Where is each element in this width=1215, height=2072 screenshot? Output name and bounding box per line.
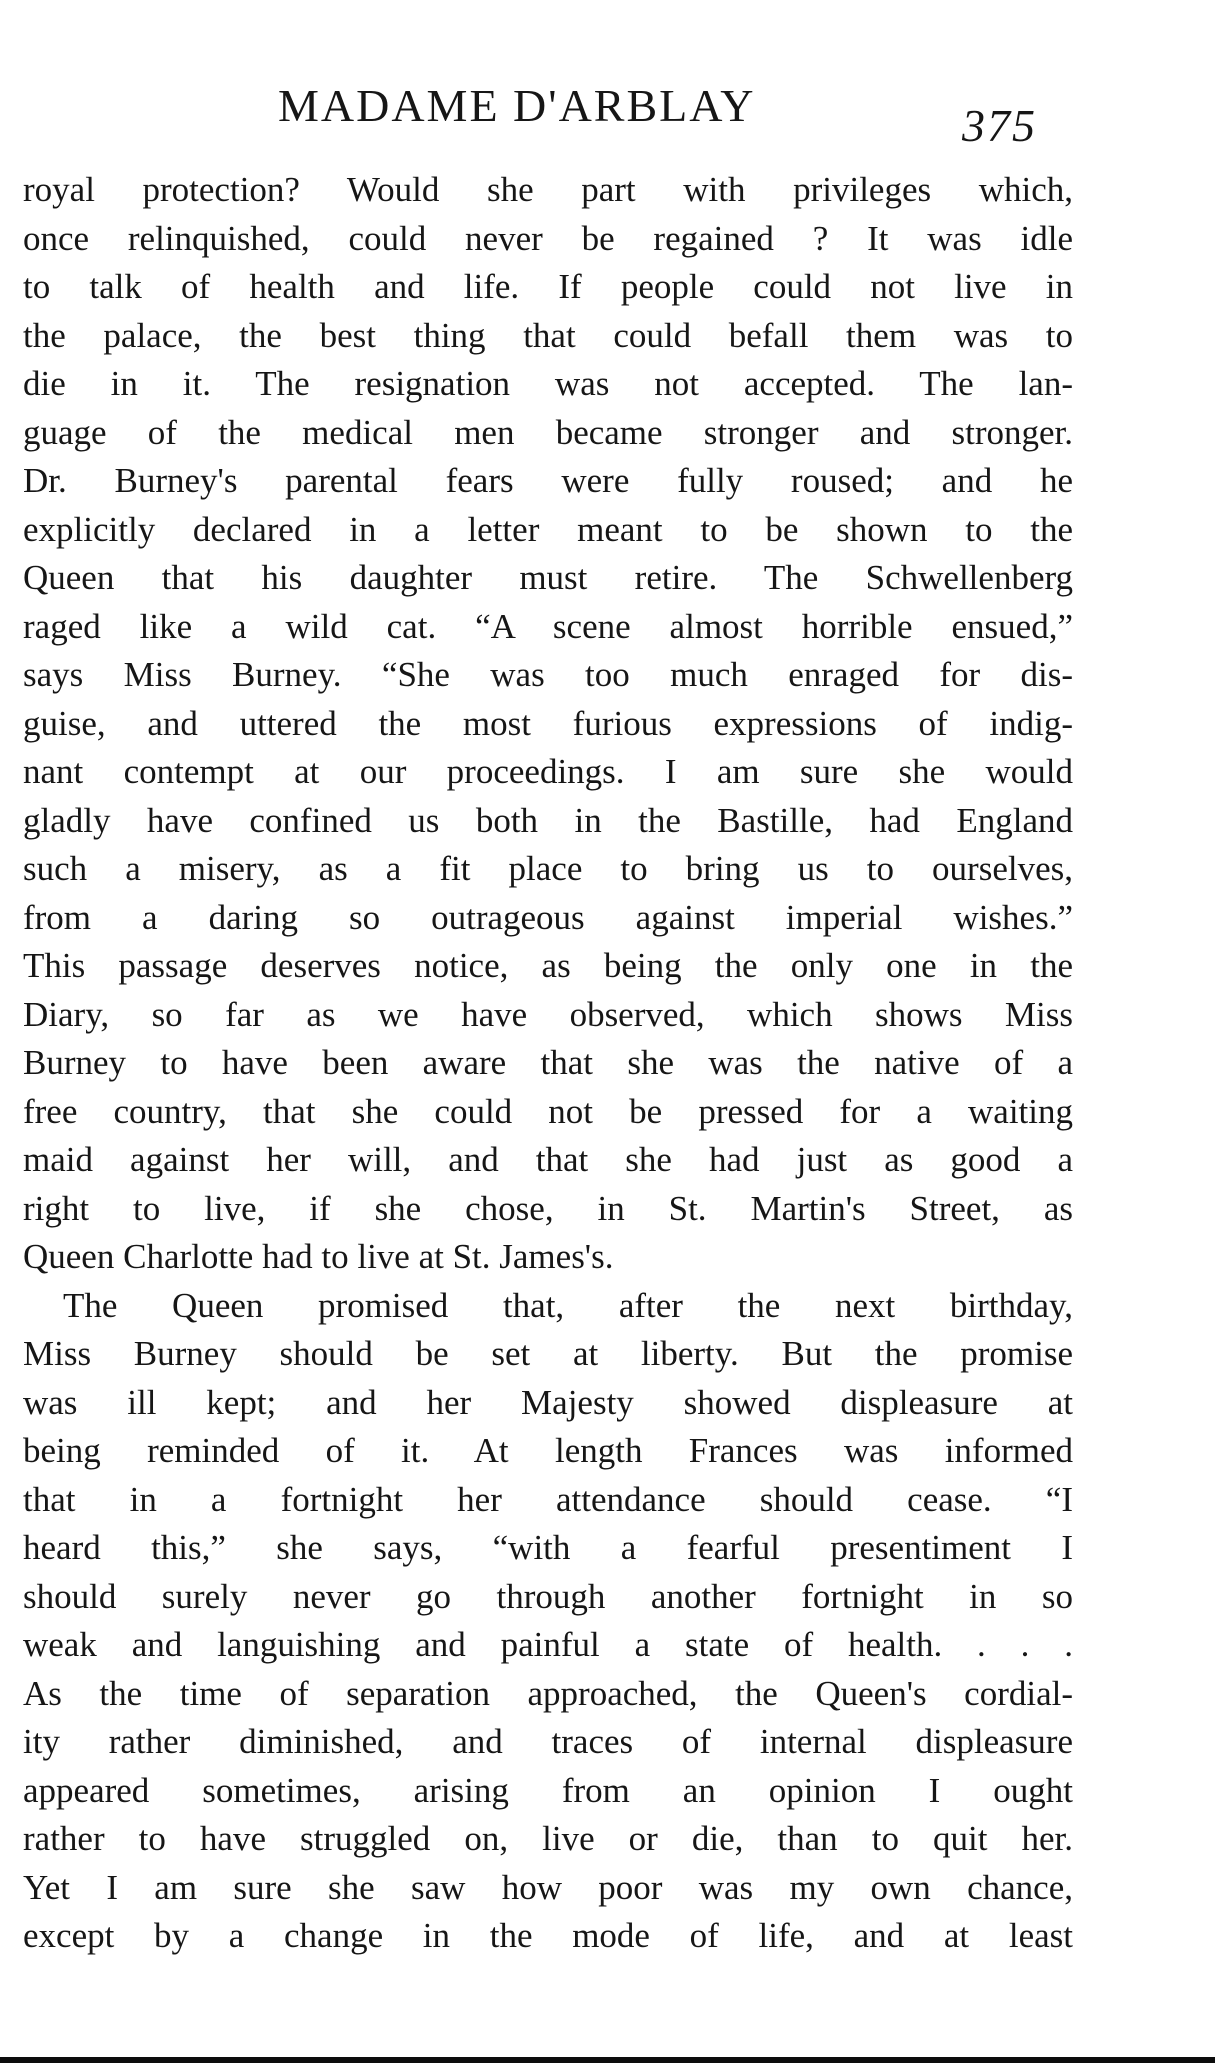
- text-line: Queen that his daughter must retire. The Schwellenberg: [23, 558, 1073, 597]
- text-line: heard this,” she says, “with a fearful presentiment I: [23, 1528, 1073, 1567]
- text-line: gladly have confined us both in the Bastille, had England: [23, 800, 1073, 840]
- text-line: As the time of separation approached, the Queen's cordial-: [23, 1673, 1073, 1713]
- text-line: Miss Burney should be set at liberty. But the promise: [23, 1334, 1073, 1373]
- text-line: The Queen promised that, after the next birthday,: [63, 1285, 1073, 1325]
- text-line: that in a fortnight her attendance should cease. “I: [23, 1479, 1073, 1519]
- text-line: Burney to have been aware that she was the native of a: [23, 1043, 1073, 1082]
- text-line: Queen Charlotte had to live at St. James's.: [23, 1237, 614, 1276]
- paragraph-2: [23, 1282, 1073, 1961]
- text-line: should surely never go through another fortnight in so: [23, 1576, 1073, 1616]
- text-line: maid against her will, and that she had just as good a: [23, 1140, 1073, 1179]
- text-line: royal protection? Would she part with privileges which,: [23, 170, 1073, 209]
- bottom-rule: [0, 2057, 1215, 2063]
- running-title: MADAME D'ARBLAY: [278, 80, 756, 131]
- text-line: appeared sometimes, arising from an opinion I ought: [23, 1770, 1073, 1810]
- text-line: except by a change in the mode of life, and at least: [23, 1916, 1073, 1955]
- text-line: Yet I am sure she saw how poor was my own chance,: [23, 1867, 1073, 1907]
- body-text: [23, 166, 1073, 1961]
- text-line: weak and languishing and painful a state of health. . . .: [23, 1625, 1073, 1664]
- text-line: from a daring so outrageous against imperial wishes.”: [23, 897, 1073, 937]
- text-line: right to live, if she chose, in St. Martin's Street, as: [23, 1188, 1073, 1228]
- paragraph-1: [23, 166, 1073, 1282]
- text-line: ity rather diminished, and traces of internal displeasure: [23, 1722, 1073, 1761]
- text-line: explicitly declared in a letter meant to be shown to the: [23, 509, 1073, 549]
- running-head: [0, 78, 1215, 151]
- text-line: was ill kept; and her Majesty showed displeasure at: [23, 1382, 1073, 1422]
- text-line: rather to have struggled on, live or die, than to quit her.: [23, 1819, 1073, 1858]
- text-line: guage of the medical men became stronger and stronger.: [23, 412, 1073, 452]
- text-line: nant contempt at our proceedings. I am sure she would: [23, 752, 1073, 791]
- text-line: once relinquished, could never be regained ? It was idle: [23, 218, 1073, 258]
- text-line: to talk of health and life. If people could not live in: [23, 267, 1073, 306]
- text-line: says Miss Burney. “She was too much enraged for dis-: [23, 655, 1073, 694]
- page-number: 375: [962, 100, 1037, 151]
- text-line: the palace, the best thing that could befall them was to: [23, 315, 1073, 355]
- text-line: such a misery, as a fit place to bring us to ourselves,: [23, 849, 1073, 888]
- text-line: being reminded of it. At length Frances was informed: [23, 1431, 1073, 1470]
- text-line: Dr. Burney's parental fears were fully roused; and he: [23, 461, 1073, 500]
- text-line: raged like a wild cat. “A scene almost horrible ensued,”: [23, 606, 1073, 646]
- text-line: guise, and uttered the most furious expressions of indig-: [23, 703, 1073, 743]
- text-line: free country, that she could not be pressed for a waiting: [23, 1091, 1073, 1131]
- text-line: die in it. The resignation was not accepted. The lan-: [23, 364, 1073, 403]
- text-line: Diary, so far as we have observed, which shows Miss: [23, 994, 1073, 1034]
- text-line: This passage deserves notice, as being the only one in the: [23, 946, 1073, 985]
